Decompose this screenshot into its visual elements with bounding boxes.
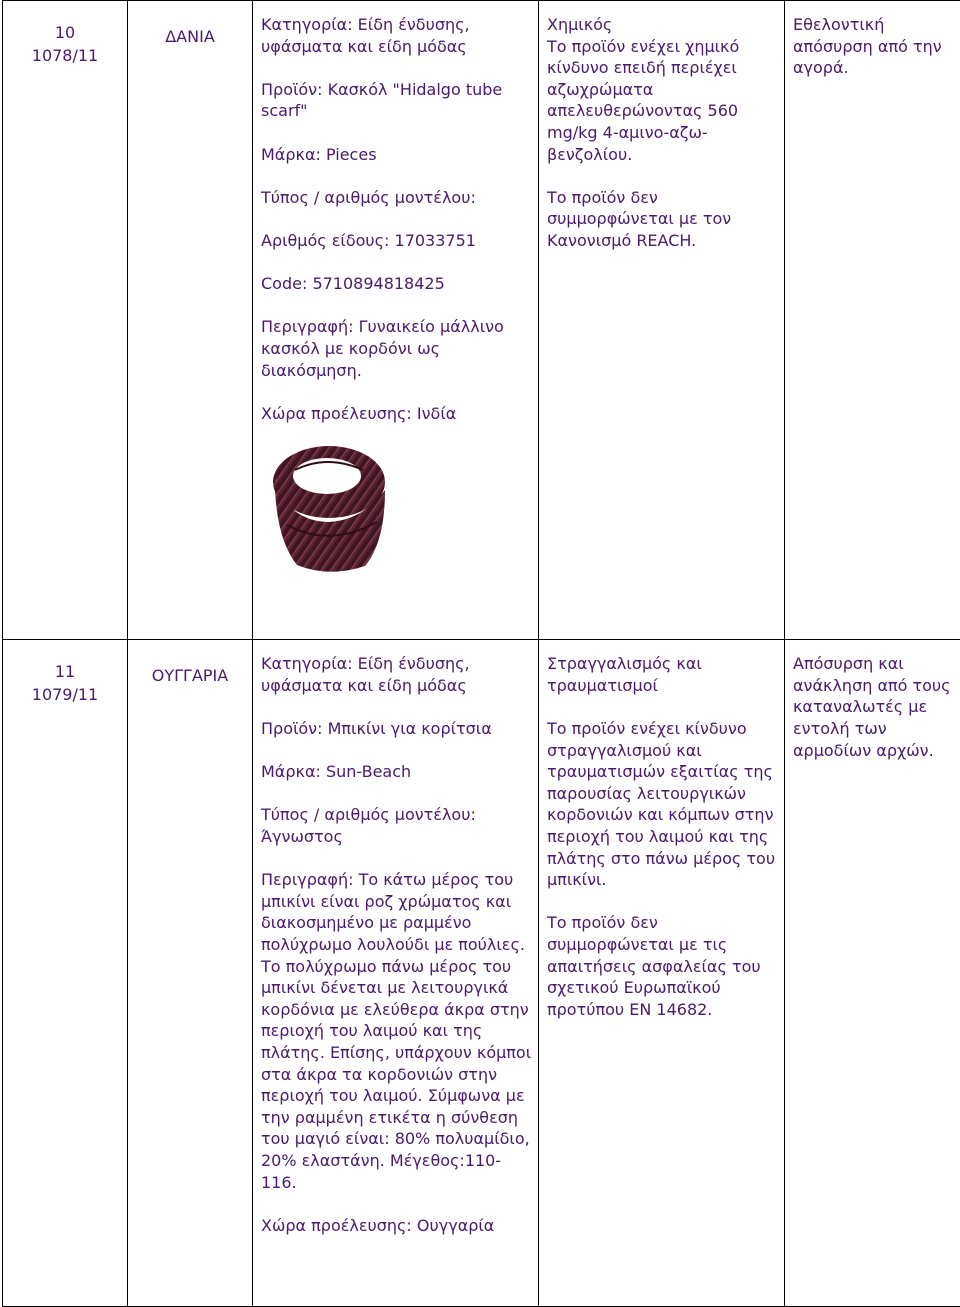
product-origin: Χώρα προέλευσης: Ινδία (261, 403, 532, 425)
table-row (3, 640, 960, 1307)
product-image (261, 424, 532, 639)
product-description: Περιγραφή: Γυναικείο μάλλινο κασκόλ με κορδόνι ως διακόσμηση. (261, 316, 532, 381)
product-model-label: Τύπος / αριθμός μοντέλου: (261, 187, 532, 209)
product-brand: Μάρκα: Pieces (261, 144, 532, 166)
table-row (3, 1, 960, 640)
risk-cell (539, 1, 785, 640)
measures-cell (785, 1, 960, 640)
country-cell (128, 1, 253, 640)
alert-reference: 1078/11 (3, 44, 127, 67)
measures-text: Απόσυρση και ανάκληση από τους καταναλωτές με εντολή των αρμοδίων αρχών. (785, 640, 960, 761)
product-model-label: Τύπος / αριθμός μοντέλου: Άγνωστος (261, 804, 532, 847)
risk-cell (539, 640, 785, 1307)
risk-description: Το προϊόν ενέχει κίνδυνο στραγγαλισμού και τραυματισμών εξαιτίας της παρουσίας λειτουργικών κορδονιών και κόμπων στην περιοχή του λαιμού και της πλάτης στο πάνω μέρος του μπικίνι. (547, 718, 778, 891)
risk-type: Χημικός (547, 14, 778, 36)
alert-index: 10 (3, 21, 127, 44)
measures-text: Εθελοντική απόσυρση από την αγορά. (785, 1, 960, 79)
alert-index: 11 (3, 660, 127, 683)
product-brand: Μάρκα: Sun-Beach (261, 761, 532, 783)
product-code: Code: 5710894818425 (261, 273, 532, 295)
product-description-cell (253, 1, 539, 640)
product-name: Προϊόν: Κασκόλ "Hidalgo tube scarf" (261, 79, 532, 122)
risk-compliance: Το προϊόν δεν συμμορφώνεται με τον Κανονισμό REACH. (547, 187, 778, 252)
product-article-number: Αριθμός είδους: 17033751 (261, 230, 532, 252)
risk-type: Στραγγαλισμός και τραυματισμοί (547, 653, 778, 696)
risk-description: Το προϊόν ενέχει χημικό κίνδυνο επειδή περιέχει αζωχρώματα απελευθερώνοντας 560 mg/kg 4-αμινο-αζω-βενζολίου. (547, 36, 778, 166)
country-name: ΟΥΓΓΑΡΙΑ (128, 640, 252, 687)
country-cell (128, 640, 253, 1307)
country-name: ΔΑΝΙΑ (128, 1, 252, 48)
product-category: Κατηγορία: Είδη ένδυσης, υφάσματα και είδη μόδας (261, 14, 532, 57)
alert-reference: 1079/11 (3, 683, 127, 706)
alert-number-cell (3, 1, 128, 640)
product-origin: Χώρα προέλευσης: Ουγγαρία (261, 1215, 532, 1237)
alerts-table (2, 0, 960, 1307)
measures-cell (785, 640, 960, 1307)
product-category: Κατηγορία: Είδη ένδυσης, υφάσματα και είδη μόδας (261, 653, 532, 696)
product-description-cell (253, 640, 539, 1307)
product-description: Περιγραφή: Το κάτω μέρος του μπικίνι είναι ροζ χρώματος και διακοσμημένο με ραμμένο πολύχρωμο λουλούδι με πούλιες. Το πολύχρωμο πάνω μέρος του μπικίνι δένεται με λειτουργικά κορδόνια με ελεύθερα άκρα στην περιοχή του λαιμού και της πλάτης. Επίσης, υπάρχουν κόμποι στα άκρα τα κορδονιών στην περιοχή του λαιμού. Σύμφωνα με την ραμμένη ετικέτα η σύνθεση του μαγιό είναι: 80% πολυαμίδιο, 20% ελαστάνη. Μέγεθος:110-116. (261, 869, 532, 1193)
alert-number-cell (3, 640, 128, 1307)
risk-compliance: Το προϊόν δεν συμμορφώνεται με τις απαιτήσεις ασφαλείας του σχετικού Ευρωπαϊκού προτύπου EN 14682. (547, 912, 778, 1020)
scarf-image-icon (267, 430, 397, 580)
product-name: Προϊόν: Μπικίνι για κορίτσια (261, 718, 532, 740)
